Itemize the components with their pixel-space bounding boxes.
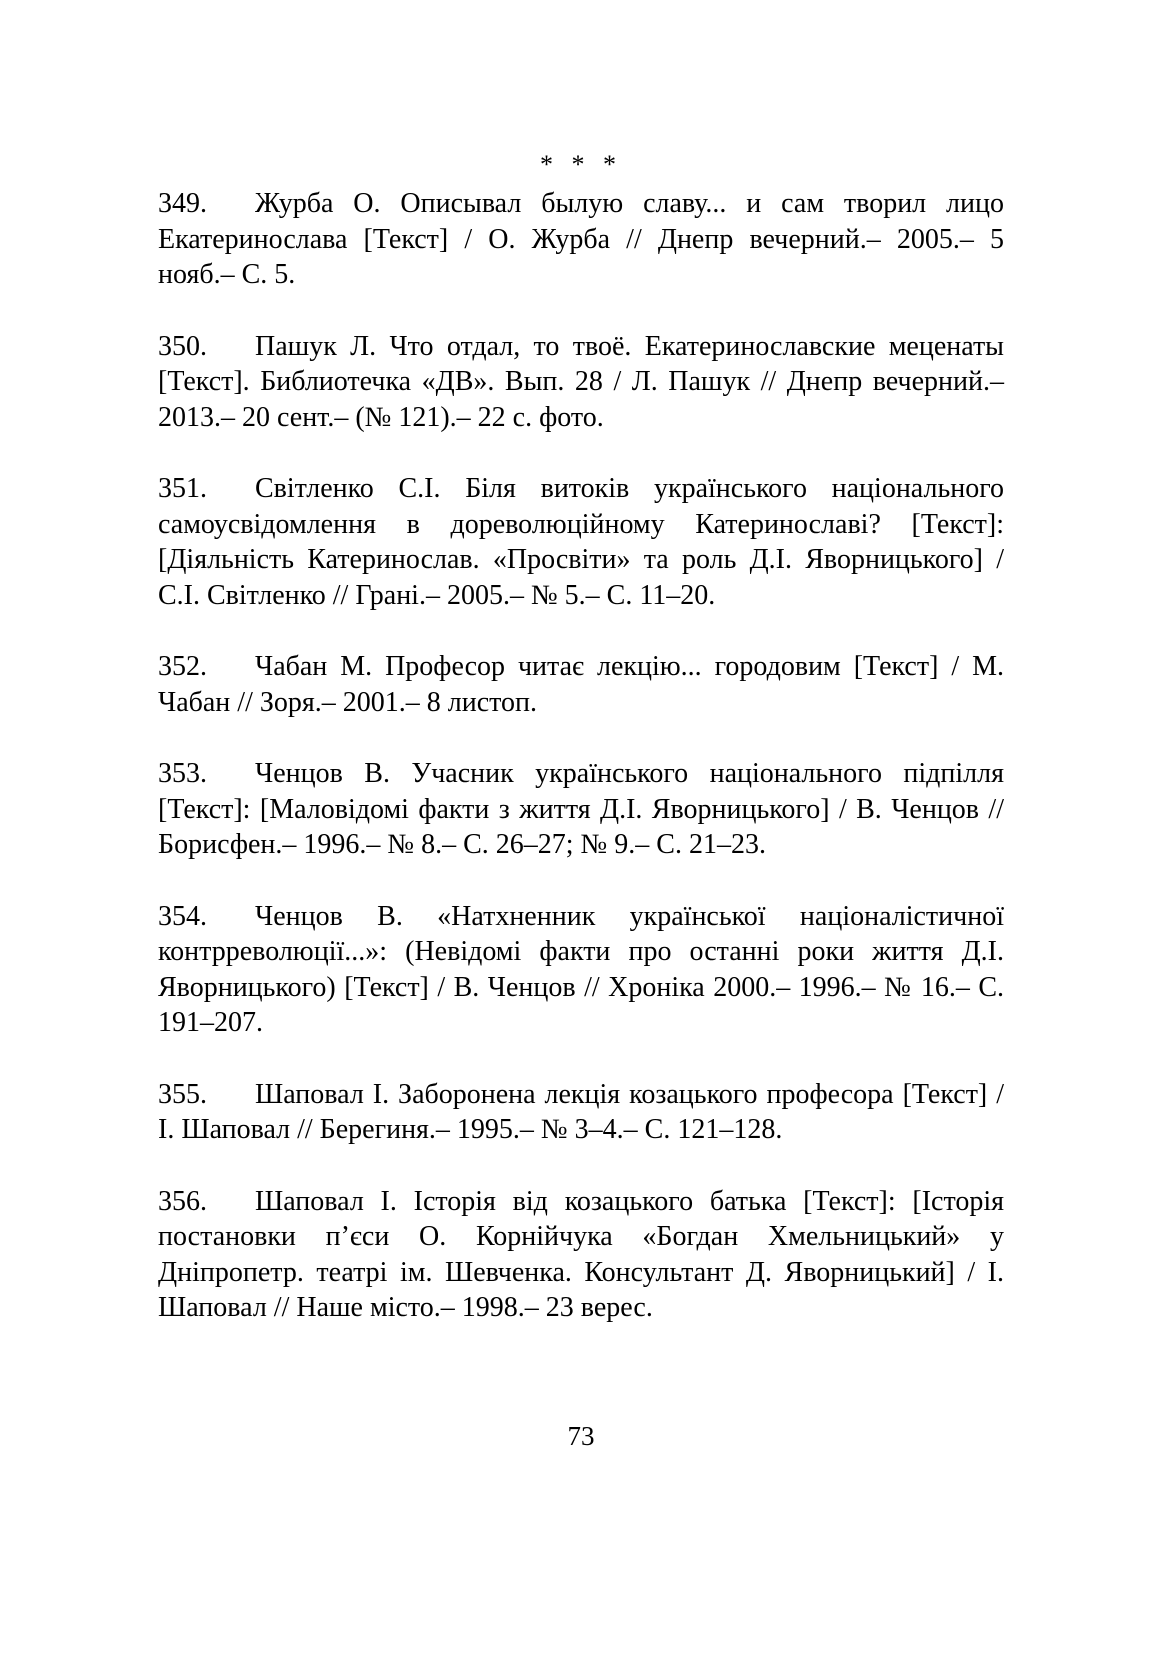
entry-number: 356. bbox=[158, 1185, 207, 1217]
bibliography-entry-356 bbox=[158, 1184, 1004, 1326]
bibliography-entry-352 bbox=[158, 649, 1004, 720]
entry-text: Шаповал І. Заборонена лекція козацького професора [Текст] / І. Шаповал // Берегиня.– 1995.– № 3–4.– С. 121–128. bbox=[158, 1078, 1004, 1145]
section-separator: * * * bbox=[540, 150, 622, 179]
page-number: 73 bbox=[567, 1421, 595, 1451]
bibliography-entry-351 bbox=[158, 471, 1004, 613]
bibliography-entry-350 bbox=[158, 329, 1004, 436]
entry-number: 355. bbox=[158, 1078, 207, 1110]
entry-number: 349. bbox=[158, 188, 207, 219]
entry-number: 354. bbox=[158, 900, 207, 932]
entry-number: 353. bbox=[158, 758, 207, 789]
bibliography-list bbox=[158, 186, 1004, 1362]
bibliography-entry-349 bbox=[158, 186, 1004, 293]
entry-text: Шаповал І. Історія від козацького батька [Текст]: [Історія постановки п’єси О. Корнійчука «Богдан Хмельницький» у Дніпропетр. театрі ім. Шевченка. Консультант Д. Яворницький] / І. Шаповал // Наше місто.– 1998.– 23 верес. bbox=[158, 1185, 1004, 1323]
entry-number: 350. bbox=[158, 330, 207, 362]
entry-number: 352. bbox=[158, 651, 207, 682]
entry-number: 351. bbox=[158, 473, 207, 504]
entry-text: Чабан М. Професор читає лекцію... городовим [Текст] / М. Чабан // Зоря.– 2001.– 8 листоп. bbox=[158, 651, 1004, 718]
bibliography-entry-353 bbox=[158, 756, 1004, 863]
entry-text: Ченцов В. «Натхненник української націоналістичної контрреволюції...»: (Невідомі факти про останні роки життя Д.І. Яворницького) [Текст] / В. Ченцов // Хроніка 2000.– 1996.– № 16.– С. 191–207. bbox=[158, 900, 1004, 1038]
bibliography-entry-354 bbox=[158, 899, 1004, 1041]
bibliography-entry-355 bbox=[158, 1077, 1004, 1148]
entry-text: Ченцов В. Учасник українського національного підпілля [Текст]: [Маловідомі факти з життя Д.І. Яворницького] / В. Ченцов // Борисфен.– 1996.– № 8.– С. 26–27; № 9.– С. 21–23. bbox=[158, 758, 1004, 860]
entry-text: Журба О. Описывал былую славу... и сам творил лицо Екатеринослава [Текст] / О. Журба // Днепр вечерний.– 2005.– 5 нояб.– С. 5. bbox=[158, 188, 1004, 290]
entry-text: Світленко С.І. Біля витоків українського національного самоусвідомлення в дореволюційному Катеринославі? [Текст]: [Діяльність Катеринослав. «Просвіти» та роль Д.І. Яворницького] / С.І. Світленко // Грані.– 2005.– № 5.– С. 11–20. bbox=[158, 473, 1004, 611]
entry-text: Пашук Л. Что отдал, то твоё. Екатеринославские меценаты [Текст]. Библиотечка «ДВ». Вып. 28 / Л. Пашук // Днепр вечерний.– 2013.– 20 сент.– (№ 121).– 22 с. фото. bbox=[158, 330, 1004, 433]
